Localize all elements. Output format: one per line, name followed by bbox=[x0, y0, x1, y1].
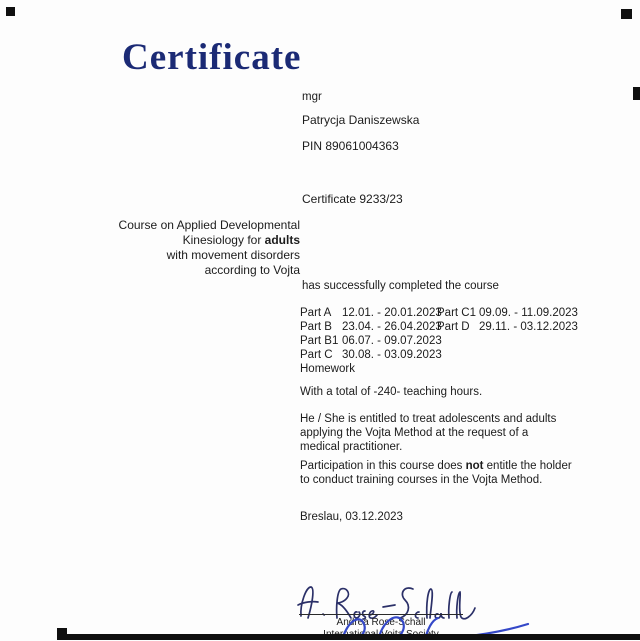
entitlement-line: applying the Vojta Method at the request of a bbox=[300, 427, 529, 439]
part-label: Part D bbox=[437, 321, 470, 333]
part-dates: 12.01. - 20.01.2023 bbox=[342, 307, 442, 319]
part-row bbox=[300, 334, 442, 348]
restriction-line-1: Participation in this course does not entitle the holder bbox=[300, 460, 572, 472]
entitlement-paragraph bbox=[300, 412, 556, 454]
part-label: Part B bbox=[300, 321, 332, 333]
scan-artifact-top-left bbox=[6, 7, 15, 16]
part-dates: 29.11. - 03.12.2023 bbox=[479, 321, 578, 333]
completion-statement: has successfully completed the course bbox=[302, 280, 499, 292]
part-label: Homework bbox=[300, 363, 355, 375]
course-line-2: Kinesiology for adults bbox=[182, 233, 300, 247]
restriction-paragraph bbox=[300, 459, 572, 487]
restriction-not-bold: not bbox=[465, 460, 484, 472]
restriction-line-2: to conduct training courses in the Vojta Method. bbox=[300, 474, 543, 486]
course-parts-right bbox=[437, 306, 578, 334]
part-row bbox=[437, 320, 578, 334]
scan-artifact-right-edge bbox=[633, 87, 640, 100]
part-dates: 30.08. - 03.09.2023 bbox=[342, 349, 442, 361]
scan-artifact-bottom-bar bbox=[57, 634, 640, 640]
recipient-prefix: mgr bbox=[302, 91, 322, 103]
certificate-number: Certificate 9233/23 bbox=[302, 192, 403, 206]
teaching-hours: With a total of -240- teaching hours. bbox=[300, 386, 483, 398]
certificate-title: Certificate bbox=[122, 37, 302, 78]
entitlement-line: He / She is entitled to treat adolescents and adults bbox=[300, 413, 557, 425]
course-parts-left bbox=[300, 306, 442, 376]
course-line-4: according to Vojta bbox=[204, 263, 300, 277]
part-row bbox=[300, 348, 442, 362]
part-label: Part C bbox=[300, 349, 333, 361]
part-dates: 06.07. - 09.07.2023 bbox=[342, 335, 442, 347]
recipient-pin: PIN 89061004363 bbox=[302, 139, 399, 153]
part-row bbox=[437, 306, 578, 320]
part-dates: 09.09. - 11.09.2023 bbox=[479, 307, 578, 319]
course-audience-bold: adults bbox=[264, 233, 300, 247]
course-line-3: with movement disorders bbox=[166, 248, 300, 262]
part-label: Part A bbox=[300, 307, 332, 319]
part-row bbox=[300, 306, 442, 320]
part-row bbox=[300, 362, 442, 376]
part-row bbox=[300, 320, 442, 334]
part-dates: 23.04. - 26.04.2023 bbox=[342, 321, 442, 333]
part-label: Part C1 bbox=[437, 307, 476, 319]
entitlement-line: medical practitioner. bbox=[300, 441, 403, 453]
course-description bbox=[105, 218, 300, 278]
scan-artifact-top-right bbox=[621, 9, 632, 19]
course-line-1: Course on Applied Developmental bbox=[118, 218, 300, 232]
recipient-name: Patrycja Daniszewska bbox=[302, 113, 420, 127]
signatory-name: Andrea Rose-Schall bbox=[336, 617, 426, 628]
part-label: Part B1 bbox=[300, 335, 339, 347]
place-date: Breslau, 03.12.2023 bbox=[300, 511, 403, 523]
